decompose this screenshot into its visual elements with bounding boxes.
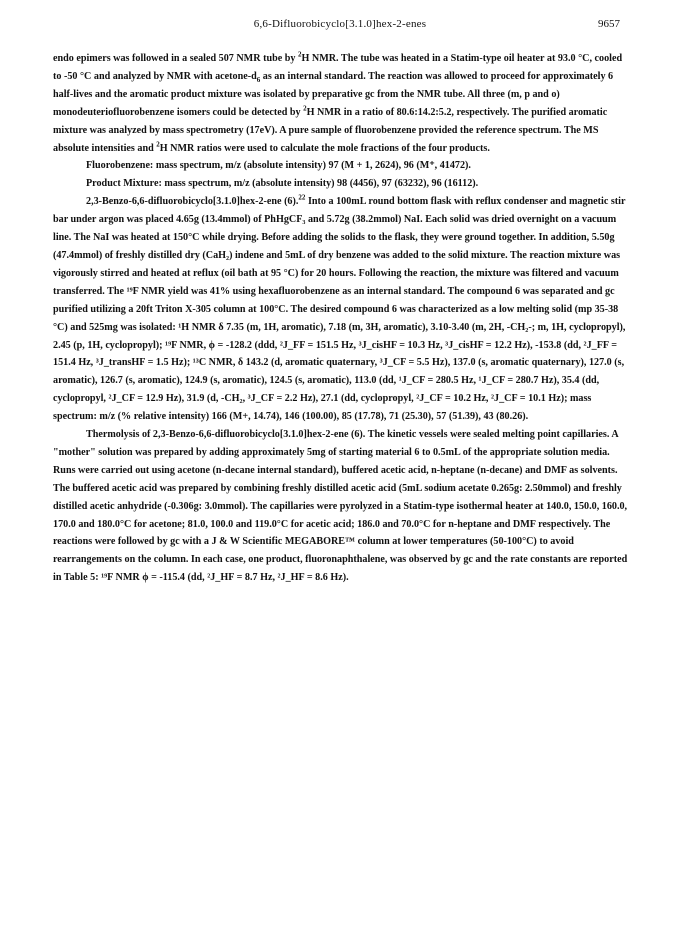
paragraph-epimers: endo epimers was followed in a sealed 507 NMR tube by $^2$H NMR. The tube was heated in a Statim-type oil heater at 93.0 °C, cooled to -50 °C and analyzed by NMR with acetone-$d_6$ as an internal standard. The reaction was allowed to proceed for approximately 6 half-lives and the aromatic product mixture was isolated by preparative gc from the NMR tube. All three (m, p and o) monodeuteriofluorobenzene isomers could be detected by $^2$H NMR in a ratio of 80.6:14.2:5.2, respectively. The purified aromatic mixture was analyzed by mass spectrometry (17eV). A pure sample of fluorobenzene provided the reference spectrum. The MS absolute intensities and $^2$H NMR ratios were used to calculate the mole fractions of the four products. [53,50,623,154]
paragraph-product-mixture-ms: Product Mixture: mass spectrum, m/z (absolute intensity) 98 (4456), 97 (63232), 96 (16112). [86,178,479,190]
thermolysis-heading: Thermolysis of 2,3-Benzo-6,6-difluorobicyclo[3.1.0]hex-2-ene (6). [86,429,366,441]
reference-superscript: 22 [298,193,306,202]
running-head-title: 6,6-Difluorobicyclo[3.1.0]hex-2-enes [253,18,427,30]
paragraph-synthesis-compound-6: 2,3-Benzo-6,6-difluorobicyclo[3.1.0]hex-2-ene (6).$^{22}$ Into a 100mL round bottom flask with reflux condenser and magnetic stir bar under argon was placed 4.65g (13.4mmol) of PhHgCF₃ and 5.72g (38.2mmol) NaI. Each solid was dried overnight on a vacuum line. The NaI was heated at 150°C while drying. Before adding the solids to the flask, they were ground together. In addition, 5.50g (47.4mmol) of freshly distilled dry (CaH₂) indene and 5mL of dry benzene was added to the solid mixture. The reaction mixture was vigorously stirred and heated at reflux (oil bath at 95 °C) for 20 hours. Following the reaction, the mixture was filtered and vacuum transferred. The ¹⁹F NMR yield was 41% using hexafluorobenzene as an internal standard. The compound 6 was separated and gc purified utilizing a 20ft Triton X-305 column at 100°C. The desired compound 6 was characterized as a low melting solid (mp 35-38 °C) and 525mg was isolated: ¹H NMR δ 7.35 (m, 1H, aromatic), 7.18 (m, 3H, aromatic), 3.10-3.40 (m, 2H, -CH₂-; m, 1H, cyclopropyl), 2.45 (p, 1H, cyclopropyl); ¹⁹F NMR, ϕ = -128.2 (ddd, ²J_FF = 151.5 Hz, ³J_cisHF = 10.3 Hz, ³J_cisHF = 12.2 Hz), -153.8 (dd, ²J_FF = 151.4 Hz, ³J_transHF = 1.5 Hz); ¹³C NMR, δ 143.2 (d, aromatic quaternary, ³J_CF = 5.5 Hz), 137.0 (s, aromatic quaternary), 127.0 (s, aromatic), 126.7 (s, aromatic), 124.9 (s, aromatic), 124.5 (s, aromatic), 113.0 (dd, ¹J_CF = 280.5 Hz, ¹J_CF = 280.7 Hz), 35.4 (dd, cyclopropyl, ²J_CF = 12.9 Hz), 31.9 (d, -CH₂, ³J_CF = 2.2 Hz), 27.1 (dd, cyclopropyl, ²J_CF = 10.2 Hz, ²J_CF = 10.1 Hz); mass spectrum: m/z (% relative intensity) 166 (M+, 14.74), 146 (100.00), 85 (17.78), 71 (25.30), 57 (51.39), 43 (80.26). [53,193,626,423]
running-head [60,18,620,34]
paragraph-thermolysis: Thermolysis of 2,3-Benzo-6,6-difluorobicyclo[3.1.0]hex-2-ene (6). The kinetic vessels were sealed melting point capillaries. A "mother" solution was prepared by adding approximately 5mg of starting material 6 to 0.5mL of the appropriate solution media. Runs were carried out using acetone (n-decane internal standard), buffered acetic acid, n-heptane (n-decane) and DMF as solvents. The buffered acetic acid was prepared by combining freshly distilled acetic acid (5mL sodium acetate 0.265g: 2.50mmol) and freshly distilled acetic anhydride (-0.306g: 3.0mmol). The capillaries were pyrolyzed in a Statim-type isothermal heater at 140.0, 150.0, 160.0, 170.0 and 180.0°C for acetone; 81.0, 100.0 and 119.0°C for acetic acid; 186.0 and 70.0°C for n-heptane and DMF respectively. The reactions were followed by gc with a J & W Scientific MEGABORE™ column at lower temperatures (50-100°C) to avoid rearrangements on the column. In each case, one product, fluoronaphthalene, was observed by gc and the rate constants are reported in Table 5: ¹⁹F NMR ϕ = -115.4 (dd, ²J_HF = 8.7 Hz, ²J_HF = 8.6 Hz). [53,429,628,584]
page-number: 9657 [598,18,620,30]
synthesis-heading: 2,3-Benzo-6,6-difluorobicyclo[3.1.0]hex-2-ene (6). [86,196,299,208]
paragraph-fluorobenzene-ms: Fluorobenzene: mass spectrum, m/z (absolute intensity) 97 (M + 1, 2624), 96 (M⁺, 41472). [86,160,471,172]
body-text [53,50,628,587]
